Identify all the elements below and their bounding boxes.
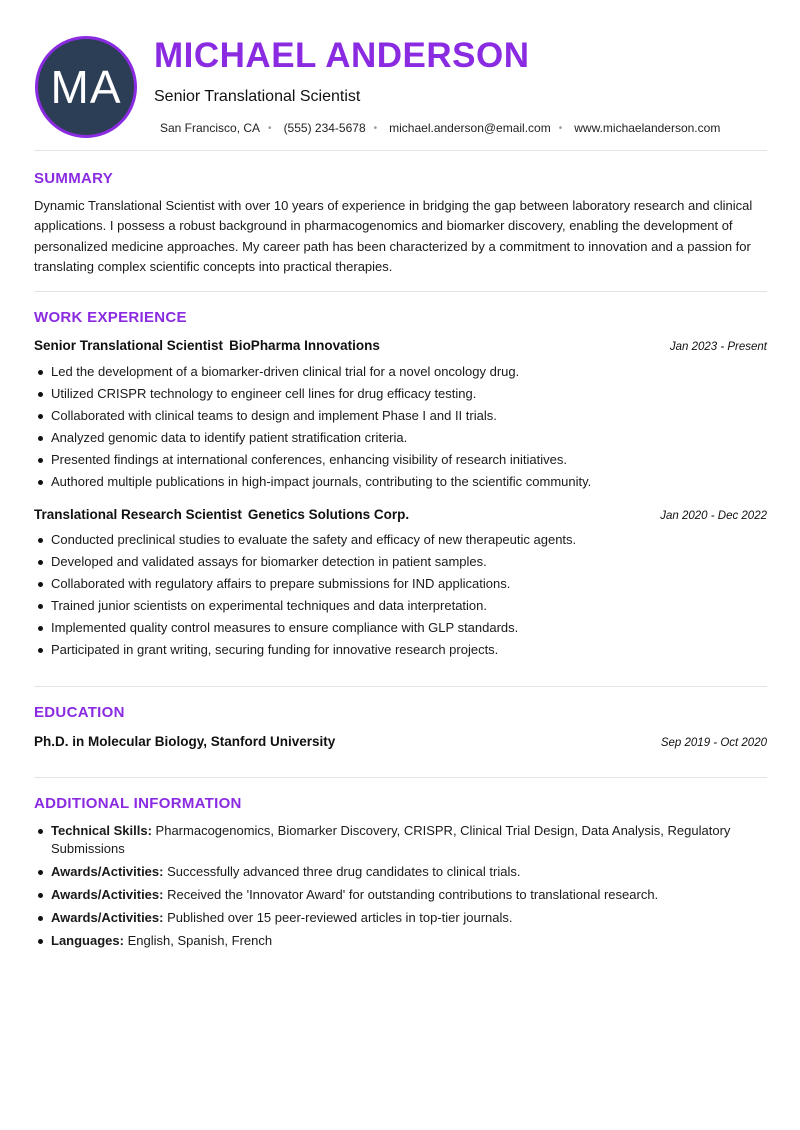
candidate-name: MICHAEL ANDERSON — [154, 36, 530, 75]
divider — [34, 777, 767, 778]
list-item: Utilized CRISPR technology to engineer cell lines for drug efficacy testing. — [34, 385, 769, 403]
job-company: Genetics Solutions Corp. — [247, 507, 410, 522]
list-item — [34, 932, 769, 950]
list-item: Participated in grant writing, securing funding for innovative research projects. — [34, 641, 769, 659]
item-label: Awards/Activities: — [51, 887, 164, 902]
job-dates: Jan 2023 - Present — [669, 341, 767, 353]
job-header — [34, 507, 767, 522]
job-header — [34, 338, 767, 353]
item-label: Languages: — [51, 933, 124, 948]
job-title: Senior Translational Scientist — [154, 88, 361, 105]
summary-text: Dynamic Translational Scientist with over 10 years of experience in bridging the gap between laboratory research and clinical applications. I possess a robust background in pharmacogenomics and biomarker discovery, enabling the development of personalized medicine approaches. My career path has been characterized by a commitment to innovation and a passion for translating complex scientific concepts into practical therapies. — [34, 198, 753, 274]
contact-website[interactable]: www.michaelanderson.com — [574, 121, 721, 135]
additional-info-list — [34, 822, 769, 955]
separator-dot: • — [268, 122, 272, 134]
contact-location: San Francisco, CA • — [160, 121, 272, 135]
item-text: Pharmacogenomics, Biomarker Discovery, CRISPR, Clinical Trial Design, Data Analysis, Regulatory Submissions — [51, 823, 731, 856]
item-text: Successfully advanced three drug candidates to clinical trials. — [167, 864, 521, 879]
item-label: Awards/Activities: — [51, 910, 164, 925]
divider — [34, 291, 767, 292]
item-text: Received the 'Innovator Award' for outstanding contributions to translational research. — [167, 887, 659, 902]
list-item: Implemented quality control measures to ensure compliance with GLP standards. — [34, 619, 769, 637]
list-item: Collaborated with clinical teams to design and implement Phase I and II trials. — [34, 407, 769, 425]
divider — [34, 686, 767, 687]
additional-info-heading: ADDITIONAL INFORMATION — [34, 795, 242, 812]
education-heading: EDUCATION — [34, 704, 125, 721]
item-text: English, Spanish, French — [127, 933, 273, 948]
job-bullets — [34, 531, 769, 663]
job-role: Translational Research Scientist — [34, 507, 242, 522]
job-bullets — [34, 363, 769, 495]
degree: Ph.D. in Molecular Biology, Stanford University — [34, 734, 336, 749]
separator-dot: • — [558, 122, 563, 134]
education-dates: Sep 2019 - Oct 2020 — [660, 737, 767, 749]
list-item: Presented findings at international conferences, enhancing visibility of research initiatives. — [34, 451, 769, 469]
list-item — [34, 909, 769, 927]
item-label: Awards/Activities: — [51, 864, 164, 879]
list-item: Authored multiple publications in high-impact journals, contributing to the scientific community. — [34, 473, 769, 491]
job-role-company — [34, 507, 409, 522]
job-role-company — [34, 338, 380, 353]
list-item — [34, 863, 769, 881]
work-experience-heading: WORK EXPERIENCE — [34, 309, 187, 326]
summary-heading: SUMMARY — [34, 170, 114, 187]
avatar-initials: MA — [50, 61, 122, 113]
education-entry — [34, 734, 767, 749]
list-item: Led the development of a biomarker-driven clinical trial for a novel oncology drug. — [34, 363, 769, 381]
separator-dot: • — [373, 122, 378, 134]
list-item: Developed and validated assays for biomarker detection in patient samples. — [34, 553, 769, 571]
job-role: Senior Translational Scientist — [34, 338, 224, 353]
list-item: Collaborated with regulatory affairs to prepare submissions for IND applications. — [34, 575, 769, 593]
item-text: Published over 15 peer-reviewed articles in top-tier journals. — [167, 910, 513, 925]
contact-email[interactable]: michael.anderson@email.com • — [389, 121, 563, 135]
contact-bar — [160, 121, 720, 135]
list-item — [34, 886, 769, 904]
divider — [34, 150, 767, 151]
job-company: BioPharma Innovations — [229, 338, 380, 353]
contact-phone: (555) 234-5678 • — [283, 121, 378, 135]
avatar — [35, 36, 137, 138]
list-item — [34, 822, 769, 858]
item-label: Technical Skills: — [51, 823, 152, 838]
list-item: Analyzed genomic data to identify patient stratification criteria. — [34, 429, 769, 447]
list-item: Conducted preclinical studies to evaluate the safety and efficacy of new therapeutic agents. — [34, 531, 769, 549]
list-item: Trained junior scientists on experimental techniques and data interpretation. — [34, 597, 769, 615]
job-dates: Jan 2020 - Dec 2022 — [660, 510, 767, 522]
